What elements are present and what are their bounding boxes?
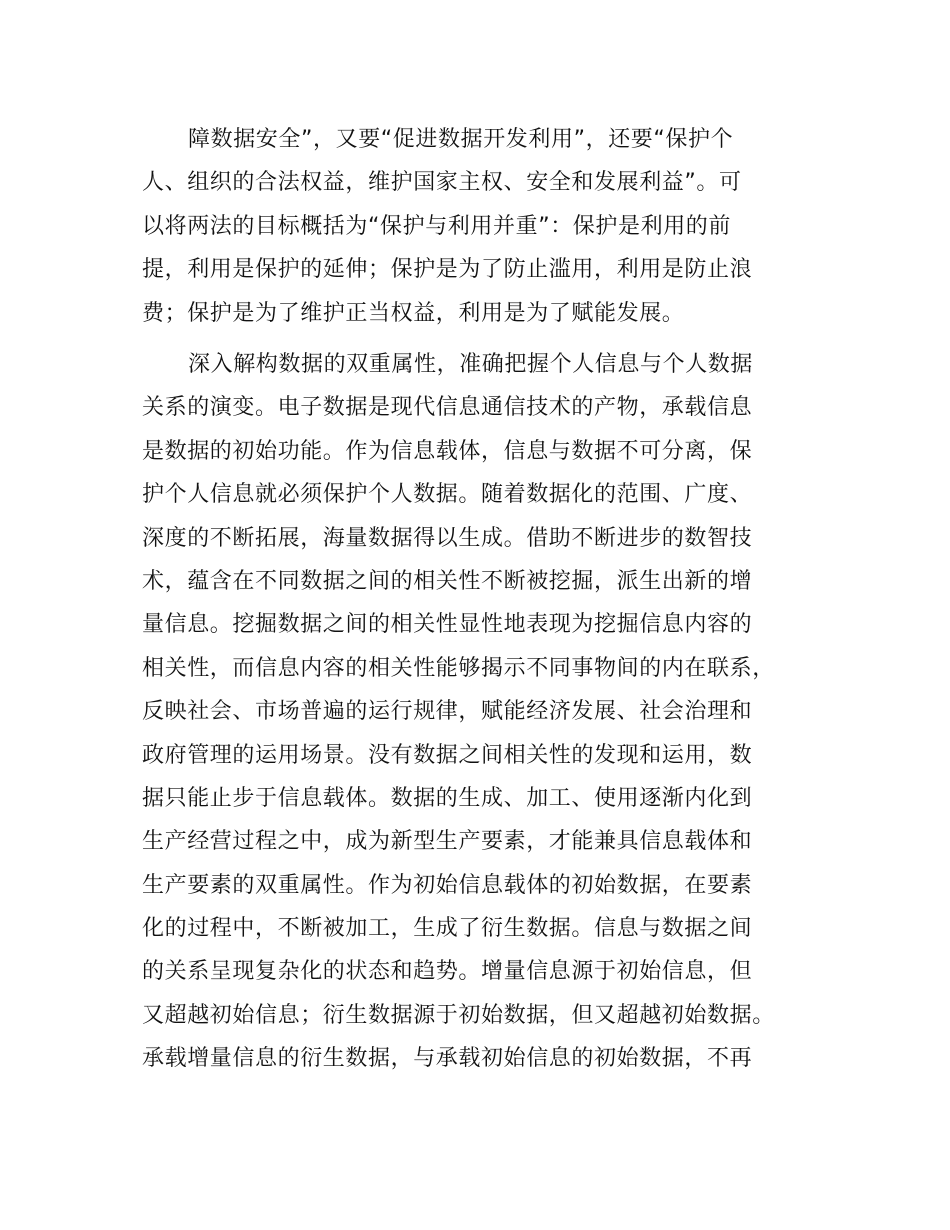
text-line: 生产经营过程之中，成为新型生产要素，才能兼具信息载体和 xyxy=(142,829,753,855)
text-line: 深度的不断拓展，海量数据得以生成。借助不断进步的数智技 xyxy=(142,525,753,551)
paragraph-1 xyxy=(142,118,842,335)
text-line: 化的过程中，不断被加工，生成了衍生数据。信息与数据之间 xyxy=(142,916,753,942)
text-line: 关系的演变。电子数据是现代信息通信技术的产物，承载信息 xyxy=(142,395,753,421)
text-line: 承载增量信息的衍生数据，与承载初始信息的初始数据，不再 xyxy=(142,1046,753,1072)
text-line: 以将两法的目标概括为“保护与利用并重”：保护是利用的前 xyxy=(142,213,731,239)
text-line: 反映社会、市场普遍的运行规律，赋能经济发展、社会治理和 xyxy=(142,699,753,725)
paragraph-2 xyxy=(142,343,842,1081)
text-line: 又超越初始信息；衍生数据源于初始数据，但又超越初始数据。 xyxy=(142,1002,775,1028)
text-line: 量信息。挖掘数据之间的相关性显性地表现为挖掘信息内容的 xyxy=(142,612,753,638)
text-line: 费；保护是为了维护正当权益，利用是为了赋能发展。 xyxy=(142,300,685,326)
text-line: 据只能止步于信息载体。数据的生成、加工、使用逐渐内化到 xyxy=(142,785,753,811)
text-line: 的关系呈现复杂化的状态和趋势。增量信息源于初始信息，但 xyxy=(142,959,753,985)
text-line: 提，利用是保护的延伸；保护是为了防止滥用，利用是防止浪 xyxy=(142,257,753,283)
text-line: 政府管理的运用场景。没有数据之间相关性的发现和运用，数 xyxy=(142,742,753,768)
text-line: 障数据安全”，又要“促进数据开发利用”，还要“保护个 xyxy=(188,127,734,152)
text-line: 人、组织的合法权益，维护国家主权、安全和发展利益”。可 xyxy=(142,170,742,196)
text-line: 生产要素的双重属性。作为初始信息载体的初始数据，在要素 xyxy=(142,872,753,898)
text-line: 相关性，而信息内容的相关性能够揭示不同事物间的内在联系， xyxy=(142,655,775,681)
text-line: 深入解构数据的双重属性，准确把握个人信息与个人数据 xyxy=(188,352,754,377)
text-line: 护个人信息就必须保护个人数据。随着数据化的范围、广度、 xyxy=(142,482,753,508)
text-line: 是数据的初始功能。作为信息载体，信息与数据不可分离，保 xyxy=(142,438,753,464)
text-line: 术，蕴含在不同数据之间的相关性不断被挖掘，派生出新的增 xyxy=(142,568,753,594)
